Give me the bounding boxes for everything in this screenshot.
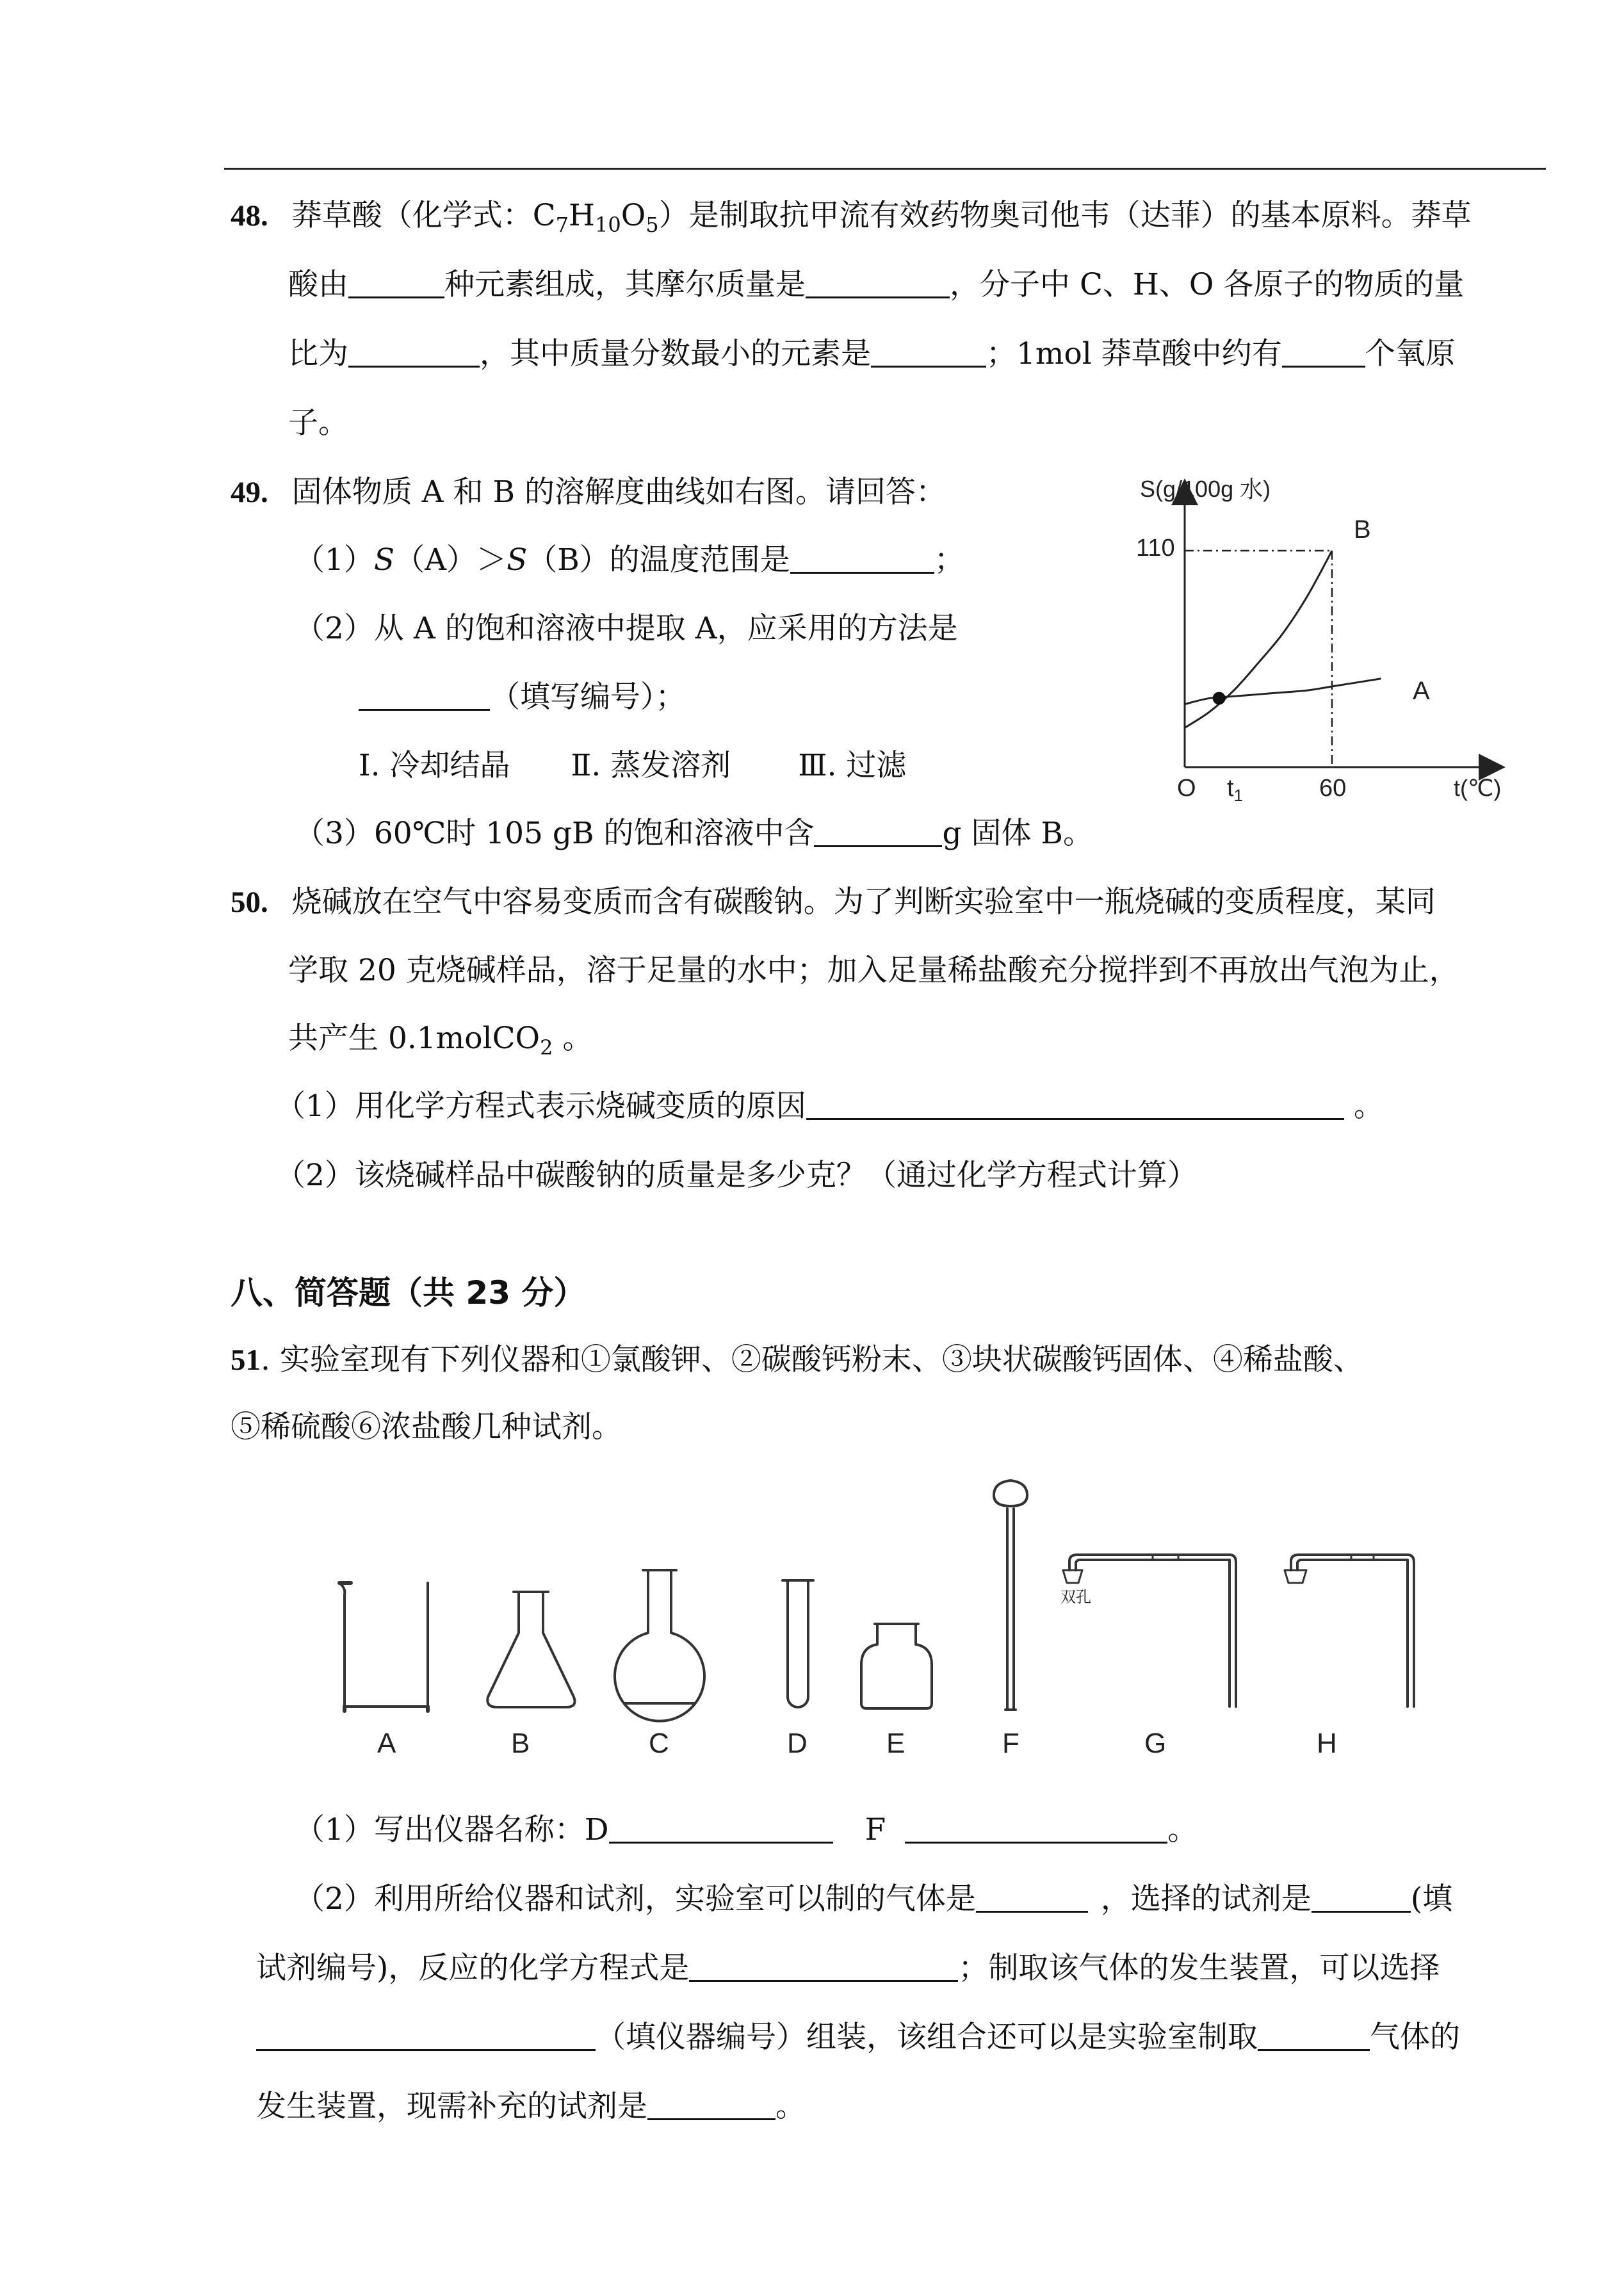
answer-blank[interactable] [976, 1885, 1088, 1913]
curve-B [1185, 551, 1332, 728]
q51-part2-line2: 试剂编号)，反应的化学方程式是 ；制取该气体的发生装置，可以选择 [256, 1950, 1440, 1986]
answer-blank[interactable] [806, 271, 950, 298]
q48-line3: 比为 ，其中质量分数最小的元素是 ；1mol 莽草酸中约有 个氧原 [288, 336, 1456, 371]
answer-blank[interactable] [806, 1092, 1344, 1120]
q48-line1: 48. 莽草酸（化学式：$C_7H_{10}O_5$）是制取抗甲流有效药物奥司他韦（达菲）的基本原料。莽草 [231, 198, 1472, 237]
q49-part3: （3）60℃时 105 gB 的饱和溶液中含 g 固体 B。 [295, 816, 1093, 851]
answer-blank[interactable] [256, 2023, 596, 2051]
bottle-E [861, 1624, 932, 1708]
q48-line2: 酸由 种元素组成，其摩尔质量是 ，分子中 C、H、O 各原子的物质的量 [288, 267, 1465, 302]
answer-blank[interactable] [359, 683, 490, 711]
y-axis-label: S(g/100g 水) [1140, 476, 1271, 502]
q48-line4: 子。 [288, 405, 348, 441]
label-G: G [1144, 1728, 1167, 1759]
x-tick-60: 60 [1319, 775, 1347, 802]
answer-blank[interactable] [689, 1954, 958, 1982]
q49-part1: （1）S（A）＞S（B）的温度范围是 ； [295, 542, 964, 578]
q51-part2-line1: （2）利用所给仪器和试剂，实验室可以制的气体是 ，选择的试剂是 (填 [295, 1881, 1453, 1917]
q51-part2-line4: 发生装置，现需补充的试剂是 。 [256, 2089, 806, 2124]
answer-blank[interactable] [348, 340, 480, 368]
answer-blank[interactable] [1282, 340, 1365, 368]
test-tube-D [783, 1580, 813, 1707]
intersection-point [1213, 692, 1226, 704]
series-label-B: B [1354, 515, 1371, 544]
round-flask-C [615, 1570, 704, 1721]
stopper-tube-G [1063, 1555, 1236, 1707]
answer-blank[interactable] [790, 546, 934, 574]
answer-blank[interactable] [814, 820, 942, 847]
q51-number: 51 [231, 1343, 261, 1377]
q50-line1: 50. 烧碱放在空气中容易变质而含有碳酸钠。为了判断实验室中一瓶烧碱的变质程度，某同 [231, 884, 1436, 920]
section-title: 八、简答题（共 23 分） [231, 1274, 586, 1311]
answer-blank[interactable] [1258, 2023, 1370, 2051]
answer-blank-D[interactable] [609, 1816, 833, 1844]
solubility-chart [1133, 474, 1531, 807]
label-A: A [377, 1728, 396, 1759]
q50-number: 50. [231, 886, 268, 919]
option-2: Ⅱ. 蒸发溶剂 [571, 748, 731, 783]
answer-blank-F[interactable] [905, 1816, 1167, 1844]
q51-part2-line3: （填仪器编号）组装，该组合还可以是实验室制取 气体的 [256, 2022, 1460, 2052]
option-1: Ⅰ. 冷却结晶 [359, 748, 510, 783]
q50-part1: （1）用化学方程式表示烧碱变质的原因 。 [275, 1089, 1384, 1124]
q49-part2-fill: （填写编号）； [359, 682, 686, 712]
q50-part2: （2）该烧碱样品中碳酸钠的质量是多少克？（通过化学方程式计算） [275, 1158, 1198, 1193]
q51-line2: ⑤稀硫酸⑥浓盐酸几种试剂。 [231, 1409, 622, 1445]
label-F: F [1002, 1728, 1019, 1759]
label-D: D [787, 1728, 808, 1759]
answer-blank[interactable] [1311, 1885, 1411, 1913]
answer-blank[interactable] [348, 271, 444, 298]
q49-options [359, 750, 906, 781]
label-E: E [886, 1728, 905, 1759]
q50-line2: 学取 20 克烧碱样品，溶于足量的水中；加入足量稀盐酸充分搅拌到不再放出气泡为止， [288, 953, 1459, 988]
conical-flask-B [487, 1592, 574, 1707]
answer-blank[interactable] [871, 340, 986, 368]
apparatus-figure [320, 1473, 1441, 1767]
top-rule [224, 168, 1546, 170]
beaker-A [339, 1583, 428, 1711]
q49-number: 49. [231, 476, 268, 509]
q49-line1: 49. 固体物质 A 和 B 的溶解度曲线如右图。请回答： [231, 474, 946, 510]
q51-part1: （1）写出仪器名称：D F 。 [295, 1812, 1198, 1847]
series-label-A: A [1413, 677, 1430, 705]
answer-blank[interactable] [647, 2093, 775, 2120]
x-tick-t1: $t_1$ [1227, 775, 1244, 805]
option-3: Ⅲ. 过滤 [798, 748, 907, 783]
q51-line1: 51. 实验室现有下列仪器和①氯酸钾、②碳酸钙粉末、③块状碳酸钙固体、④稀盐酸、 [231, 1342, 1363, 1377]
label-H: H [1317, 1728, 1337, 1759]
y-tick-110: 110 [1136, 535, 1175, 562]
label-B: B [511, 1728, 530, 1759]
label-C: C [649, 1728, 669, 1759]
stopper-tube-H [1285, 1555, 1414, 1707]
x-axis-label: t(℃) [1454, 775, 1502, 801]
q50-line3: 共产生 0.1molCO$_2$ 。 [288, 1021, 593, 1060]
thistle-funnel-F [994, 1480, 1027, 1710]
note-double-hole: 双孔 [1060, 1589, 1091, 1606]
q49-part2: （2）从 A 的饱和溶液中提取 A，应采用的方法是 [295, 611, 958, 646]
q48-number: 48. [231, 199, 268, 232]
origin-label: O [1177, 775, 1196, 802]
